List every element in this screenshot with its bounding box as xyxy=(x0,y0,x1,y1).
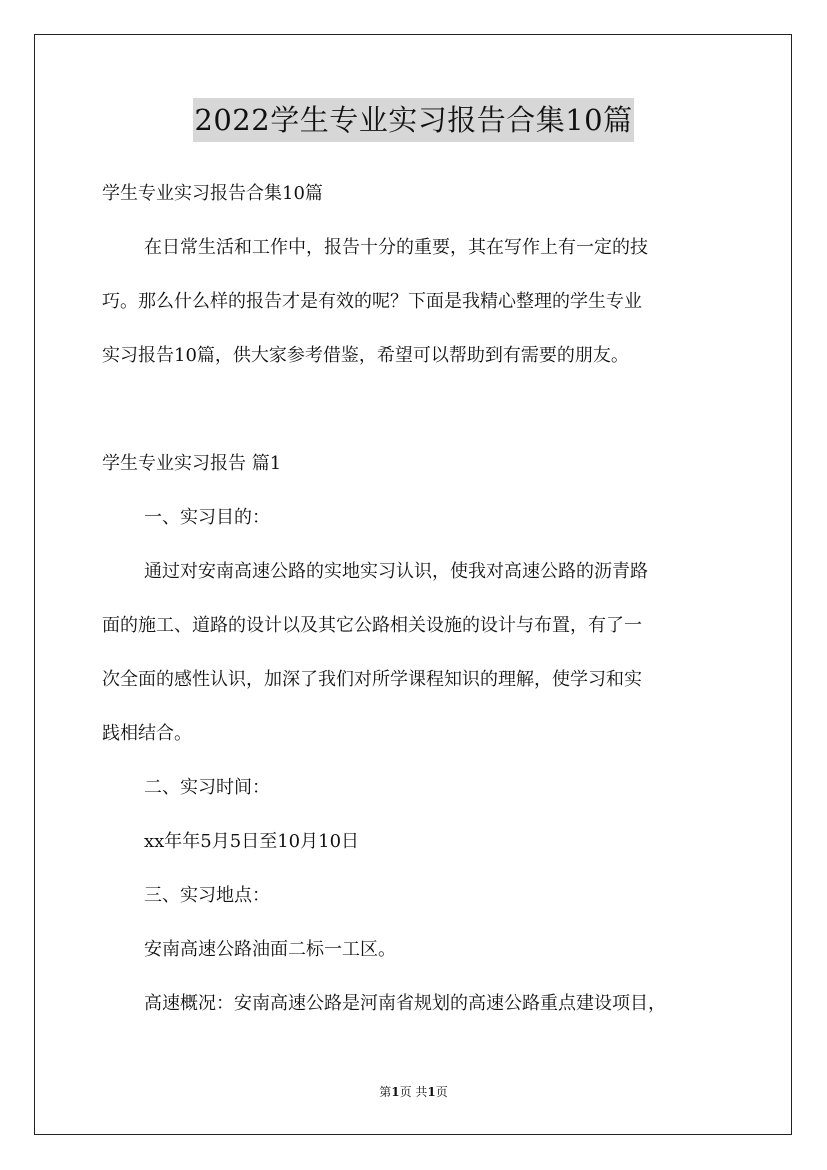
document-title: 2022学生专业实习报告合集10篇 xyxy=(193,98,633,142)
heading-purpose: 一、实习目的： xyxy=(144,507,270,528)
footer-current-page: 1 xyxy=(391,1085,400,1099)
footer-prefix: 第 xyxy=(379,1085,392,1099)
body-line: 通过对安南高速公路的实地实习认识，使我对高速公路的沥青路 xyxy=(144,561,648,582)
body-line: 践相结合。 xyxy=(102,723,192,744)
intro-line-3: 实习报告10篇，供大家参考借鉴，希望可以帮助到有需要的朋友。 xyxy=(102,345,629,366)
intro-line-1: 在日常生活和工作中，报告十分的重要，其在写作上有一定的技 xyxy=(144,237,648,258)
page-footer xyxy=(0,1084,827,1100)
footer-total-pages: 1 xyxy=(427,1085,436,1099)
section-heading: 学生专业实习报告 篇1 xyxy=(102,453,282,474)
body-line-location: 安南高速公路油面二标一工区。 xyxy=(144,939,396,960)
heading-location: 三、实习地点： xyxy=(144,885,270,906)
subtitle: 学生专业实习报告合集10篇 xyxy=(102,183,323,204)
body-line: 面的施工、道路的设计以及其它公路相关设施的设计与布置，有了一 xyxy=(102,615,642,636)
footer-suffix: 页 xyxy=(435,1085,448,1099)
title-container xyxy=(0,98,827,142)
footer-mid: 页 共 xyxy=(399,1085,428,1099)
body-line-overview: 高速概况：安南高速公路是河南省规划的高速公路重点建设项目， xyxy=(144,993,666,1014)
body-line-time: xx年年5月5日至10月10日 xyxy=(144,831,360,852)
heading-time: 二、实习时间： xyxy=(144,777,270,798)
intro-line-2: 巧。那么什么样的报告才是有效的呢？下面是我精心整理的学生专业 xyxy=(102,291,642,312)
body-line: 次全面的感性认识，加深了我们对所学课程知识的理解，使学习和实 xyxy=(102,669,642,690)
